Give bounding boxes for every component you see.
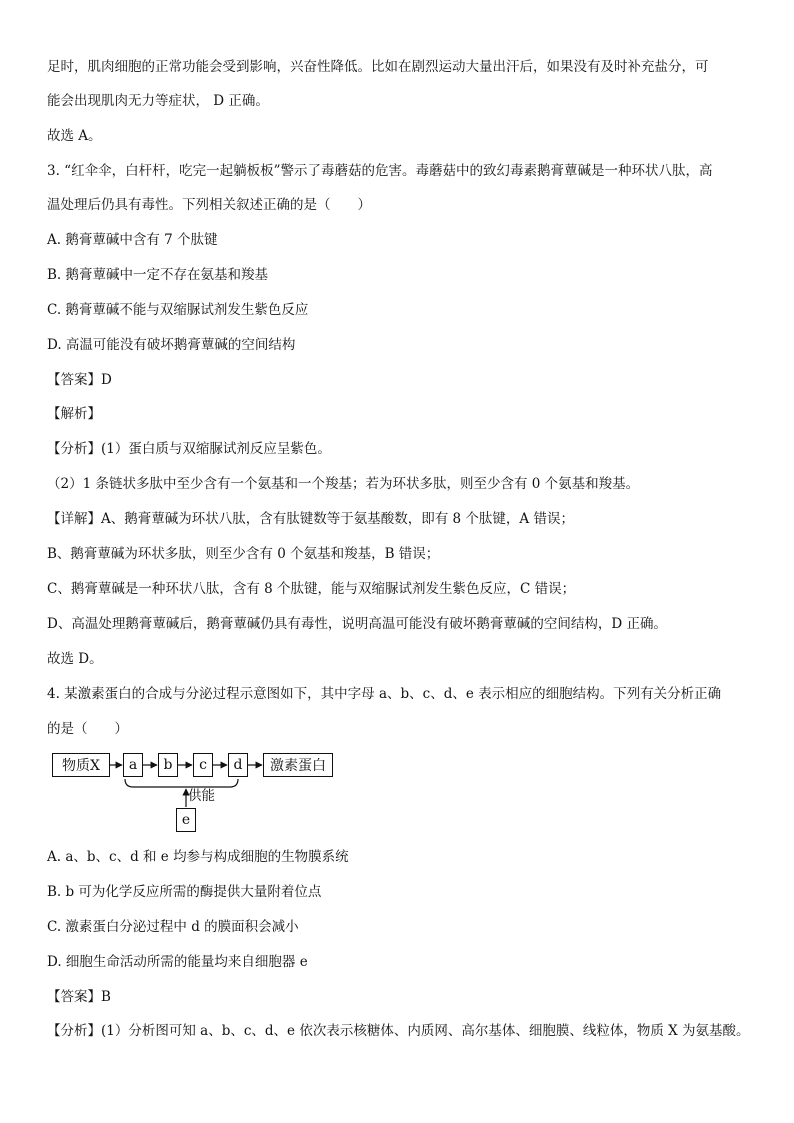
box-a: a (123, 753, 143, 777)
option-c: C. 鹅膏蕈碱不能与双缩脲试剂发生紫色反应 (47, 302, 309, 318)
question-3-stem: 温处理后仍具有毒性。下列相关叙述正确的是（ ） (47, 197, 371, 213)
question-4-stem: 4. 某激素蛋白的合成与分泌过程示意图如下，其中字母 a、b、c、d、e 表示相应的细胞结构。下列有关分析正确 (47, 686, 722, 702)
analysis-heading: 【解析】 (47, 406, 101, 422)
box-b: b (158, 753, 178, 777)
box-c: c (193, 753, 213, 777)
detail-text: D、高温处理鹅膏蕈碱后，鹅膏蕈碱仍具有毒性，说明高温可能没有破坏鹅膏蕈碱的空间结构，D 正确。 (47, 616, 667, 632)
box-d: d (228, 753, 248, 777)
option-a: A. a、b、c、d 和 e 均参与构成细胞的生物膜系统 (47, 849, 349, 865)
text-line: 足时，肌肉细胞的正常功能会受到影响，兴奋性降低。比如在剧烈运动大量出汗后，如果没有及时补充盐分，可 (47, 59, 709, 75)
option-d: D. 高温可能没有破坏鹅膏蕈碱的空间结构 (47, 337, 296, 353)
box-product: 激素蛋白 (263, 753, 333, 777)
select-text: 故选 D。 (47, 651, 103, 667)
option-d: D. 细胞生命活动所需的能量均来自细胞器 e (47, 954, 308, 970)
option-c: C. 激素蛋白分泌过程中 d 的膜面积会减小 (47, 919, 299, 935)
text-line: 故选 A。 (47, 128, 102, 144)
option-b: B. 鹅膏蕈碱中一定不存在氨基和羧基 (47, 267, 269, 283)
answer: 【答案】D (47, 372, 112, 388)
diagram-arrows (52, 752, 342, 836)
option-a: A. 鹅膏蕈碱中含有 7 个肽键 (47, 232, 218, 248)
option-b: B. b 可为化学反应所需的酶提供大量附着位点 (47, 884, 322, 900)
analysis-text: （2）1 条链状多肽中至少含有一个氨基和一个羧基；若为环状多肽，则至少含有 0 个氨基和羧基。 (47, 476, 640, 492)
box-e: e (176, 808, 196, 832)
secretion-diagram (52, 752, 342, 836)
question-4-stem: 的是（ ） (47, 721, 128, 737)
energy-label: 供能 (188, 788, 215, 804)
text-line: 能会出现肌肉无力等症状， D 正确。 (47, 93, 269, 109)
detail-text: C、鹅膏蕈碱是一种环状八肽，含有 8 个肽键，能与双缩脲试剂发生紫色反应，C 错误； (47, 581, 576, 597)
question-3-stem: 3. “红伞伞，白杆杆，吃完一起躺板板”警示了毒蘑菇的危害。毒蘑菇中的致幻毒素鹅膏蕈碱是一种环状八肽，高 (47, 163, 713, 179)
box-material-x: 物质X (52, 753, 110, 777)
detail-text: 【详解】A、鹅膏蕈碱为环状八肽，含有肽键数等于氨基酸数，即有 8 个肽键，A 错误； (47, 511, 574, 527)
analysis-text: 【分析】(1）蛋白质与双缩脲试剂反应呈紫色。 (47, 441, 331, 457)
answer: 【答案】B (47, 989, 111, 1005)
analysis-text: 【分析】(1）分析图可知 a、b、c、d、e 依次表示核糖体、内质网、高尔基体、细胞膜、线粒体，物质 X 为氨基酸。 (47, 1023, 750, 1039)
detail-text: B、鹅膏蕈碱为环状多肽，则至少含有 0 个氨基和羧基，B 错误； (47, 546, 440, 562)
